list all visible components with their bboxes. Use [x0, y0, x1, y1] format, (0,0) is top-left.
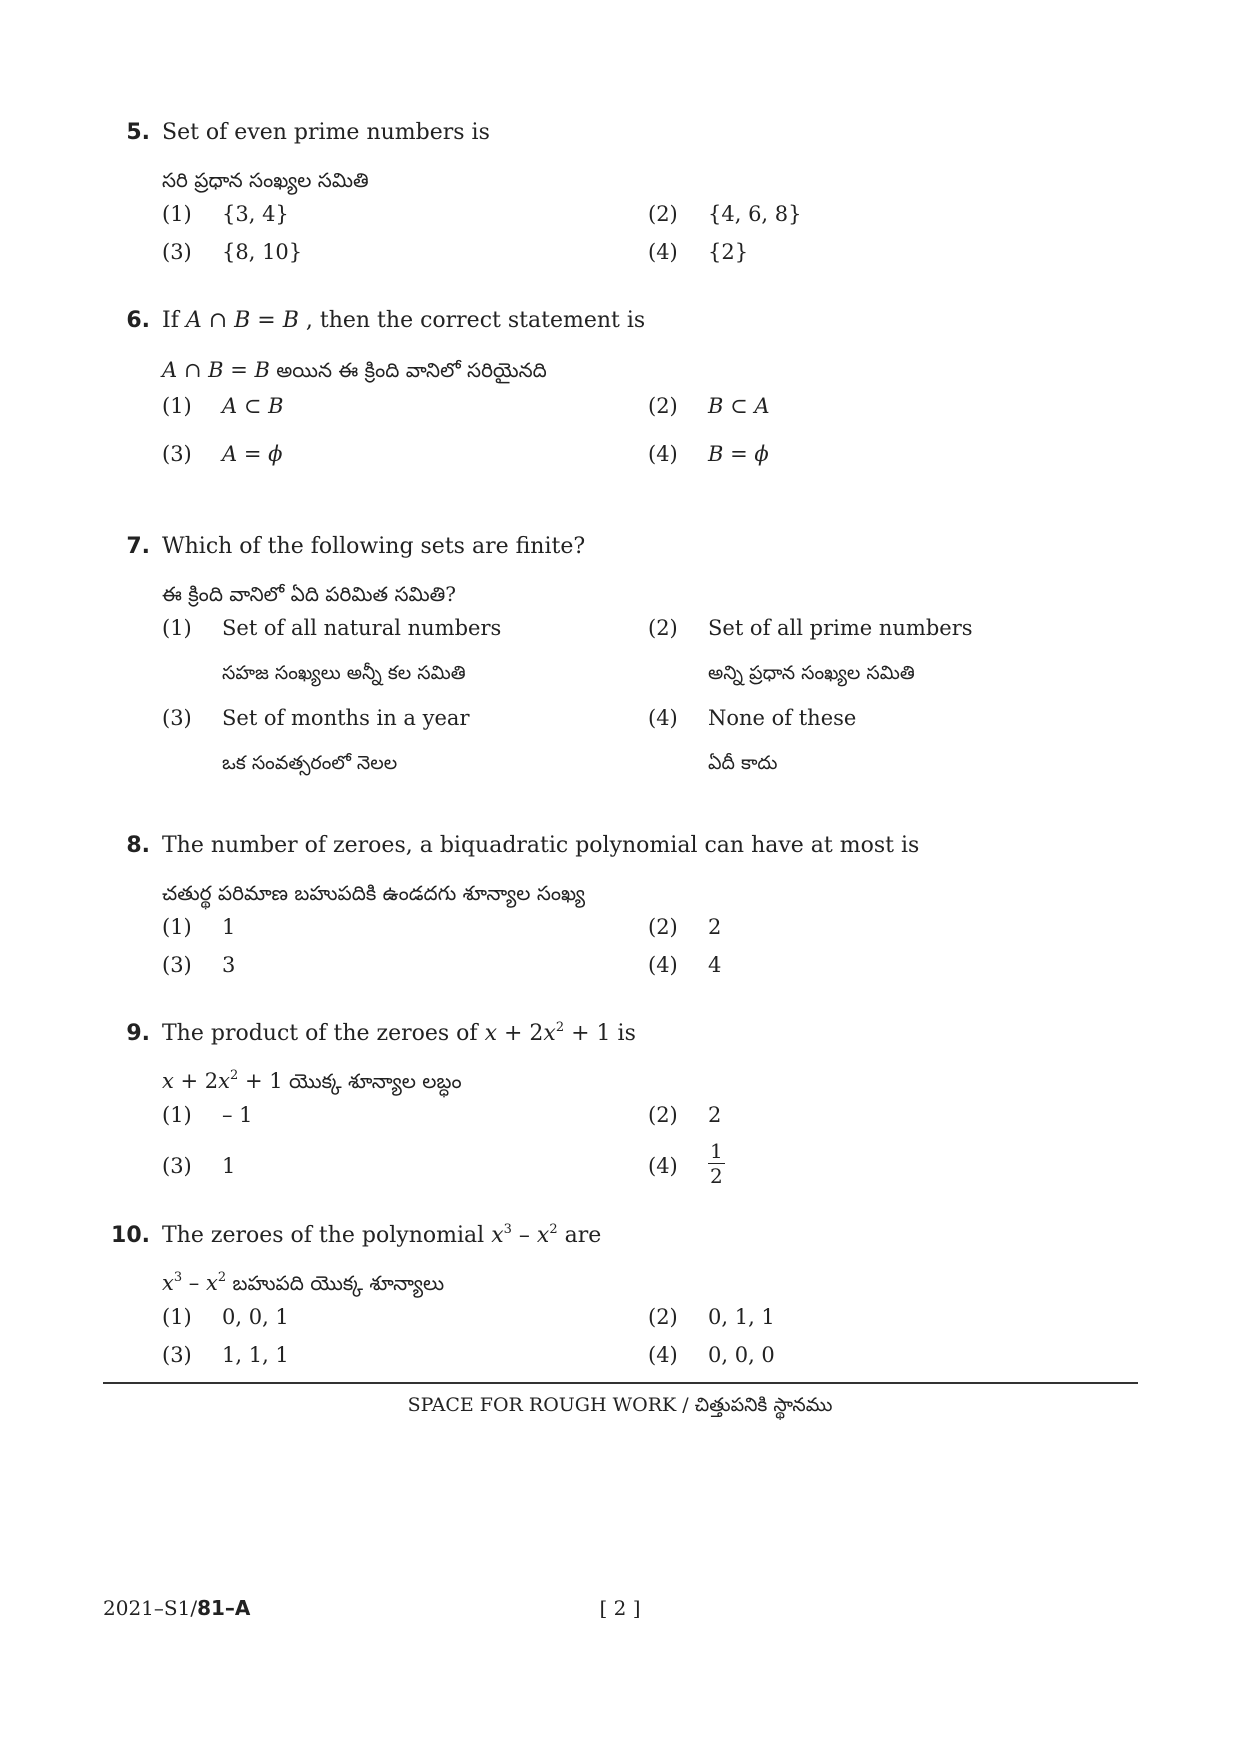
- question-number: 7.: [126, 534, 150, 559]
- paper-code: 2021–S1/81–A: [103, 1596, 251, 1620]
- question-text-telugu: సరి ప్రధాన సంఖ్యల సమితి: [162, 168, 369, 192]
- question-9: 9. The product of the zeroes of $x + 2x^2 + 1$ is $x + 2x^2 + 1$ యొక్క శూన్యాల లబ్ధం (1) – 1 (2) 2 (3) 1 (4) $\frac{1}{2}$: [100, 1009, 1140, 1197]
- question-text: If A ∩ B = B , then the correct statement is: [162, 308, 646, 333]
- question-text-telugu: ఈ క్రింది వానిలో ఏది పరిమిత సమితి?: [162, 582, 457, 606]
- question-text: Set of even prime numbers is: [162, 120, 490, 145]
- fraction-one-half: $\frac{1}{2}$: [710, 1139, 723, 1188]
- rough-work-label: SPACE FOR ROUGH WORK / చిత్తుపనికి స్థానము: [407, 1394, 833, 1416]
- question-5: 5. Set of even prime numbers is సరి ప్రధాన సంఖ్యల సమితి (1) {3, 4} (2) {4, 6, 8} (3) {8, 10} (4) {2}: [100, 108, 1140, 278]
- question-8: 8. The number of zeroes, a biquadratic polynomial can have at most is చతుర్థ పరిమాణ బహుపదికి ఉండదగు శూన్యాల సంఖ్య (1) 1 (2) 2 (3) 3 (4) 4: [100, 821, 1140, 991]
- question-7: 7. Which of the following sets are finite? ఈ క్రింది వానిలో ఏది పరిమిత సమితి? (1) Set of all natural numbers సహజ సంఖ్యలు అన్నీ కల సమితి (2) Set of all prime numbers అన్ని ప్రధాన సంఖ్యల సమితి (3) Set of months in a year ఒక సంవత్సరంలో నెలల (4) None of these ఏదీ కాదు: [100, 522, 1140, 796]
- question-number: 5.: [126, 120, 150, 145]
- question-10: 10. The zeroes of the polynomial $x^3 - x^2$ are $x^3 - x^2$ బహుపది యొక్క శూన్యాలు (1) 0, 0, 1 (2) 0, 1, 1 (3) 1, 1, 1 (4) 0, 0, 0: [100, 1211, 1140, 1381]
- question-text: The product of the zeroes of $x + 2x^2 + 1$ is: [162, 1020, 636, 1046]
- question-text-telugu: $x + 2x^2 + 1$ యొక్క శూన్యాల లబ్ధం: [162, 1068, 462, 1093]
- page-number: [ 2 ]: [599, 1596, 641, 1620]
- question-number: 10.: [111, 1223, 150, 1248]
- question-number: 6.: [126, 308, 150, 333]
- question-text-telugu: $x^3 - x^2$ బహుపది యొక్క శూన్యాలు: [162, 1270, 445, 1295]
- question-text-telugu: A ∩ B = B అయిన ఈ క్రింది వానిలో సరియైనది: [162, 358, 547, 382]
- question-number: 9.: [126, 1021, 150, 1046]
- question-text: The zeroes of the polynomial $x^3 - x^2$ are: [162, 1222, 602, 1248]
- question-text-telugu: చతుర్థ పరిమాణ బహుపదికి ఉండదగు శూన్యాల సంఖ్య: [162, 881, 586, 905]
- question-text: The number of zeroes, a biquadratic polynomial can have at most is: [162, 833, 920, 858]
- question-text: Which of the following sets are finite?: [162, 534, 586, 559]
- question-6: 6. If A ∩ B = B , then the correct statement is A ∩ B = B అయిన ఈ క్రింది వానిలో సరియైనది (1) A ⊂ B (2) B ⊂ A (3) A = ϕ (4) B = ϕ: [100, 296, 1140, 490]
- divider-line: [103, 1382, 1138, 1384]
- question-number: 8.: [126, 833, 150, 858]
